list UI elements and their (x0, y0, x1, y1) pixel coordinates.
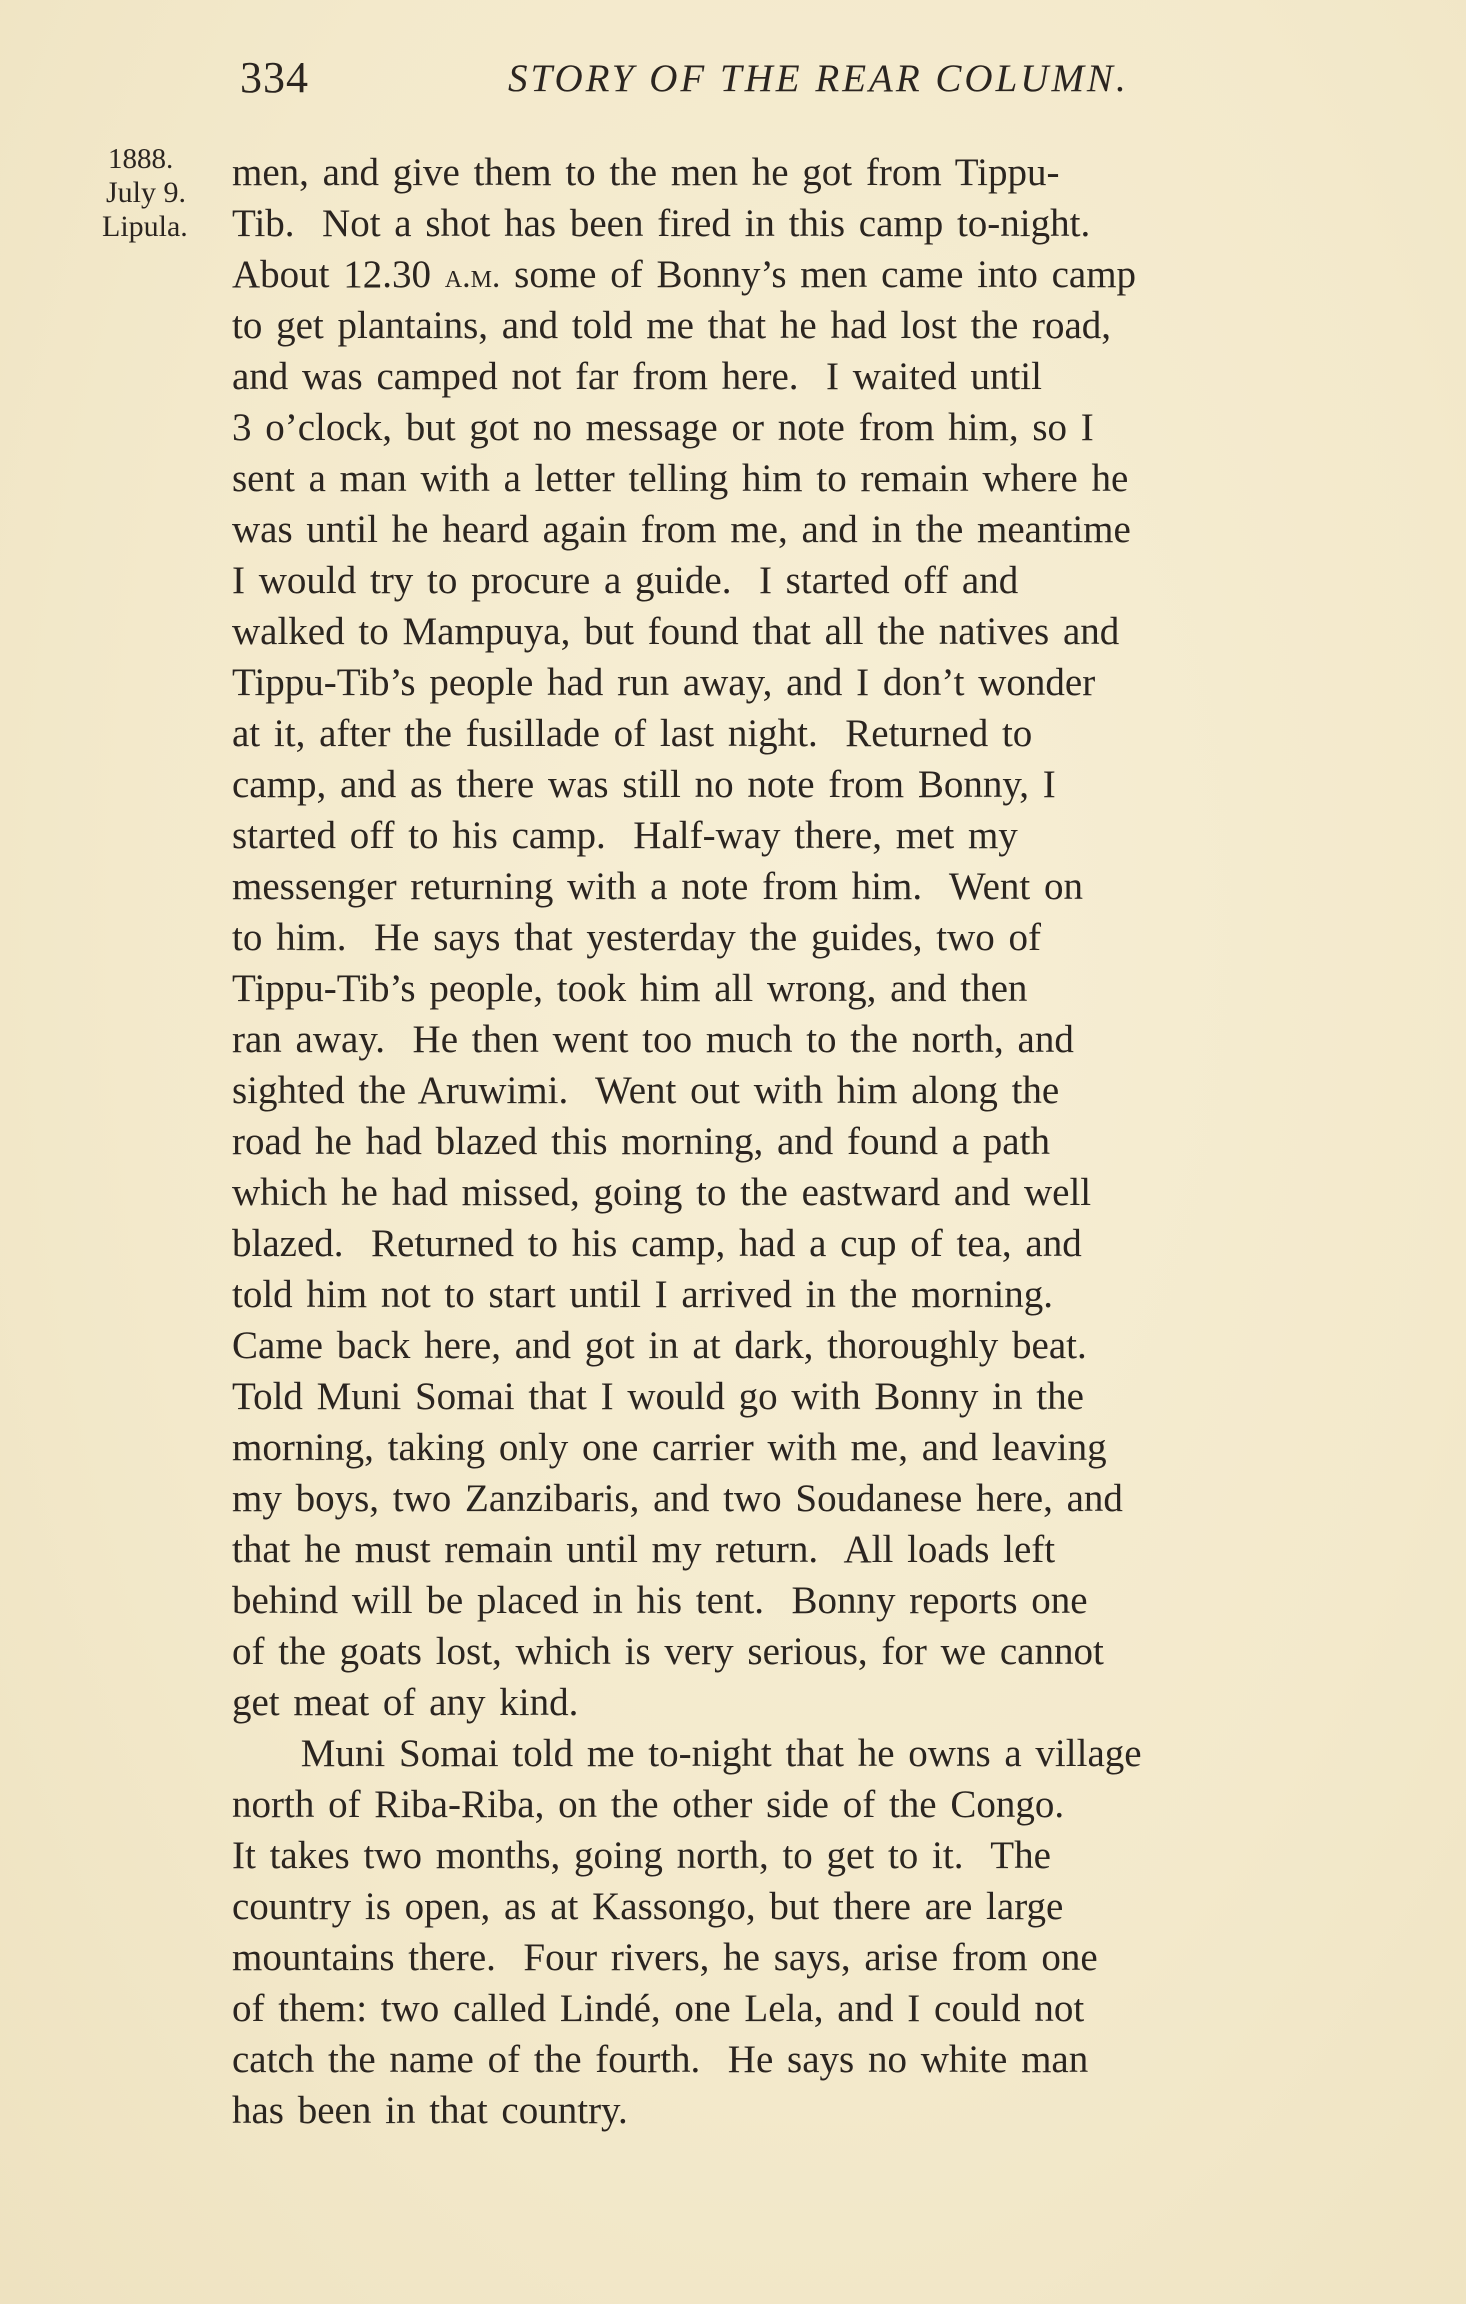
text-line: Tippu-Tib’s people, took him all wrong, and then (232, 967, 1028, 1010)
margin-year: 1888. (108, 143, 174, 175)
text-line: men, and give them to the men he got from Tippu- (232, 151, 1060, 194)
text-line: of the goats lost, which is very serious, for we cannot (232, 1630, 1104, 1673)
text-line: messenger returning with a note from him. Went on (232, 865, 1083, 908)
text-line: 3 o’clock, but got no message or note from him, so I (232, 406, 1094, 449)
text-line: catch the name of the fourth. He says no white man (232, 2038, 1089, 2081)
margin-date: July 9. (106, 176, 187, 209)
page-header (240, 52, 1240, 112)
text-line: was until he heard again from me, and in the meantime (232, 508, 1131, 551)
text-line: of them: two called Lindé, one Lela, and I could not (232, 1987, 1085, 2030)
text-line: and was camped not far from here. I waited until (232, 355, 1042, 398)
text-line: told him not to start until I arrived in the morning. (232, 1273, 1053, 1316)
text-line: Tippu-Tib’s people had run away, and I don’t wonder (232, 661, 1096, 704)
text-line: my boys, two Zanzibaris, and two Soudanese here, and (232, 1477, 1123, 1520)
text-line: About 12.30 a.m. some of Bonny’s men came into camp (232, 253, 1137, 296)
text-line: started off to his camp. Half-way there, met my (232, 814, 1018, 857)
text-line: camp, and as there was still no note from Bonny, I (232, 763, 1056, 806)
text-line: blazed. Returned to his camp, had a cup of tea, and (232, 1222, 1082, 1265)
text-line: to him. He says that yesterday the guides, two of (232, 916, 1042, 959)
text-line: which he had missed, going to the eastward and well (232, 1171, 1092, 1214)
text-line: I would try to procure a guide. I started off and (232, 559, 1019, 602)
text-line: sighted the Aruwimi. Went out with him along the (232, 1069, 1060, 1112)
text-line: at it, after the fusillade of last night. Returned to (232, 712, 1033, 755)
margin-place: Lipula. (102, 210, 188, 243)
text-line: country is open, as at Kassongo, but there are large (232, 1885, 1064, 1928)
text-line: It takes two months, going north, to get to it. The (232, 1834, 1051, 1877)
text-line: north of Riba-Riba, on the other side of the Congo. (232, 1783, 1065, 1826)
running-title: STORY OF THE REAR COLUMN. (508, 57, 1129, 100)
text-line: to get plantains, and told me that he had lost the road, (232, 304, 1112, 347)
text-line: Muni Somai told me to-night that he owns a village (232, 1732, 1142, 1775)
text-line: mountains there. Four rivers, he says, arise from one (232, 1936, 1098, 1979)
text-line: Came back here, and got in at dark, thoroughly beat. (232, 1324, 1087, 1367)
text-line: Told Muni Somai that I would go with Bonny in the (232, 1375, 1084, 1418)
text-line: behind will be placed in his tent. Bonny reports one (232, 1579, 1088, 1622)
text-line: that he must remain until my return. All loads left (232, 1528, 1056, 1571)
text-line: sent a man with a letter telling him to remain where he (232, 457, 1129, 500)
text-line: road he had blazed this morning, and found a path (232, 1120, 1050, 1163)
text-line: walked to Mampuya, but found that all the natives and (232, 610, 1120, 653)
text-line: has been in that country. (232, 2089, 628, 2132)
text-line: Tib. Not a shot has been fired in this camp to-night. (232, 202, 1091, 245)
text-line: get meat of any kind. (232, 1681, 579, 1724)
body-text (232, 147, 1432, 2136)
margin-note (92, 142, 232, 244)
text-line: ran away. He then went too much to the north, and (232, 1018, 1074, 1061)
page-number: 334 (240, 53, 309, 102)
text-line: morning, taking only one carrier with me, and leaving (232, 1426, 1107, 1469)
